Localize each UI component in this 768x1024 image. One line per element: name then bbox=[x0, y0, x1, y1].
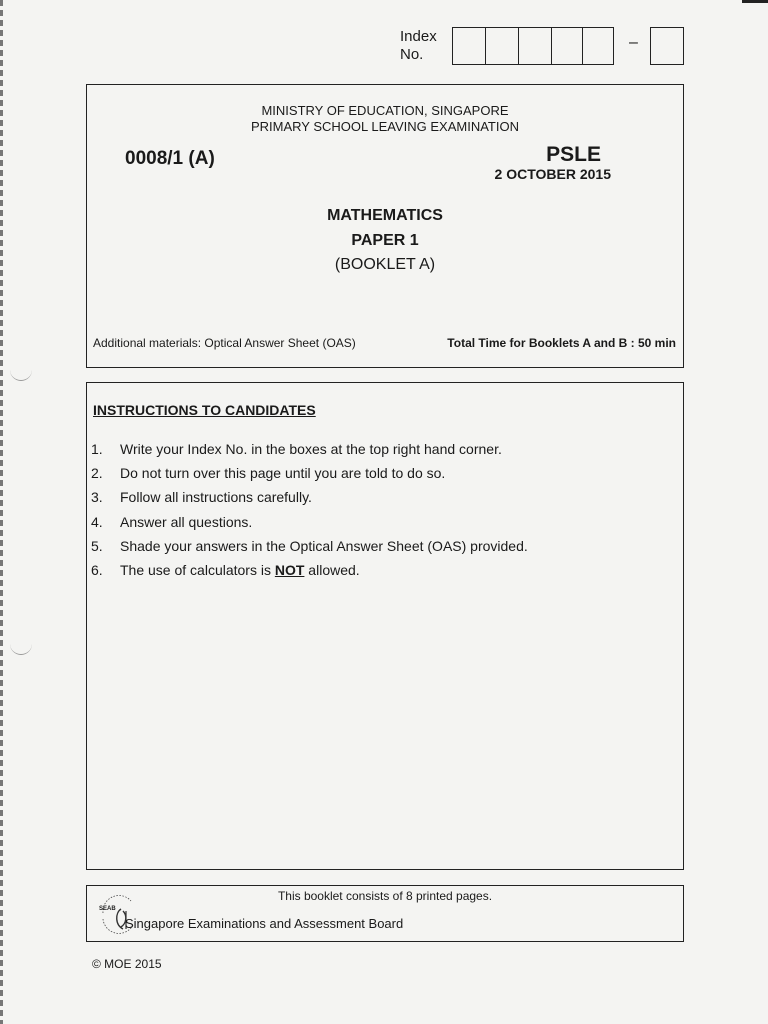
copyright: © MOE 2015 bbox=[92, 957, 162, 971]
emphasis-not: NOT bbox=[274, 561, 305, 578]
seab-logo-text: SEAB bbox=[99, 906, 116, 912]
page-count-note: This booklet consists of 8 printed pages. bbox=[277, 889, 493, 903]
index-check-box[interactable] bbox=[650, 27, 684, 65]
footer-box bbox=[86, 885, 684, 942]
instruction-number: 6. bbox=[91, 561, 103, 578]
instruction-number: 3. bbox=[91, 489, 103, 506]
index-box[interactable] bbox=[453, 28, 486, 64]
exam-date: 2 OCTOBER 2015 bbox=[494, 166, 611, 182]
index-box[interactable] bbox=[519, 28, 552, 64]
instruction-item bbox=[91, 538, 671, 562]
perforated-edge bbox=[0, 0, 3, 1024]
index-box[interactable] bbox=[486, 28, 519, 64]
total-time: Total Time for Booklets A and B : 50 min bbox=[447, 336, 676, 350]
binder-hole-mark bbox=[10, 640, 32, 655]
exam-header-box bbox=[86, 84, 684, 368]
instruction-item bbox=[91, 465, 671, 489]
binder-hole-mark bbox=[10, 366, 32, 381]
instruction-text: Follow all instructions carefully. bbox=[120, 489, 312, 506]
instructions-list bbox=[91, 441, 671, 586]
exam-short-name: PSLE bbox=[546, 143, 601, 166]
instruction-number: 1. bbox=[91, 441, 103, 457]
instruction-number: 5. bbox=[91, 537, 103, 554]
instructions-title: INSTRUCTIONS TO CANDIDATES bbox=[93, 402, 316, 418]
index-box[interactable] bbox=[583, 28, 613, 64]
index-no-label: Index No. bbox=[400, 28, 437, 63]
paper-title: PAPER 1 bbox=[351, 232, 419, 249]
instruction-text: Shade your answers in the Optical Answer Sheet (OAS) provided. bbox=[120, 537, 528, 554]
instruction-item bbox=[91, 562, 671, 586]
index-box[interactable] bbox=[552, 28, 583, 64]
corner-mark bbox=[742, 0, 768, 3]
index-separator: – bbox=[629, 34, 638, 51]
board-name: Singapore Examinations and Assessment Board bbox=[125, 916, 404, 931]
ministry-heading: MINISTRY OF EDUCATION, SINGAPORE PRIMARY SCHOOL LEAVING EXAMINATION bbox=[250, 103, 519, 134]
instructions-box bbox=[86, 382, 684, 870]
instruction-number: 4. bbox=[91, 513, 103, 530]
additional-materials: Additional materials: Optical Answer Sheet (OAS) bbox=[93, 336, 356, 350]
instruction-text: Write your Index No. in the boxes at the top right hand corner. bbox=[120, 441, 502, 457]
paper-code: 0008/1 (A) bbox=[125, 148, 215, 169]
instruction-item bbox=[91, 441, 671, 465]
index-no-boxes[interactable] bbox=[452, 27, 614, 65]
instruction-number: 2. bbox=[91, 465, 103, 482]
booklet-title: (BOOKLET A) bbox=[334, 256, 436, 273]
instruction-text: Do not turn over this page until you are told to do so. bbox=[120, 465, 446, 482]
subject-title: MATHEMATICS bbox=[327, 207, 443, 224]
instruction-item bbox=[91, 489, 671, 513]
instruction-text: The use of calculators is NOT allowed. bbox=[120, 561, 360, 578]
instruction-text: Answer all questions. bbox=[120, 513, 253, 530]
instruction-item bbox=[91, 514, 671, 538]
